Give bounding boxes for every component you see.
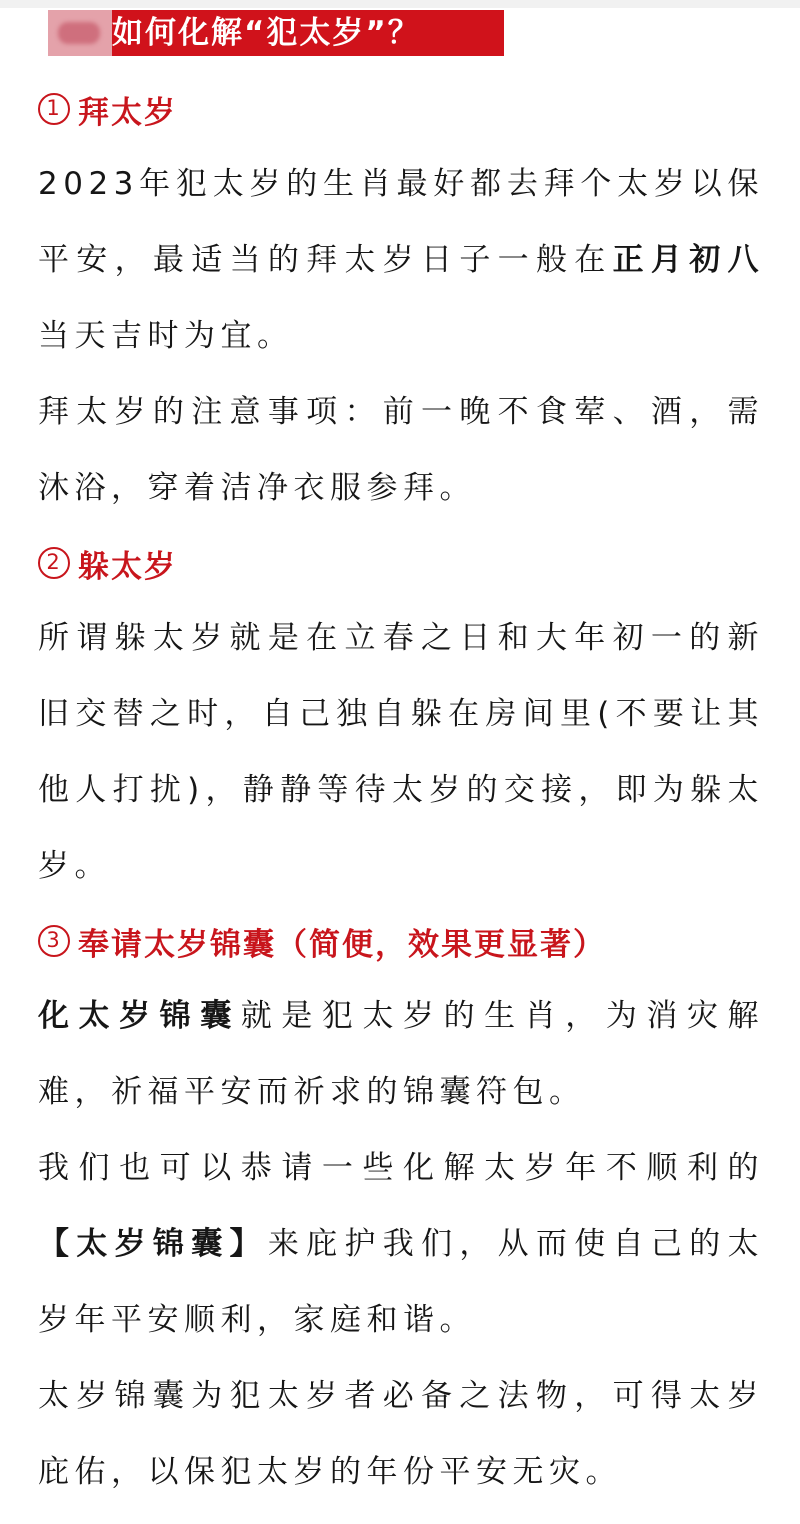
paragraph [38, 374, 764, 526]
paragraph-text: 拜太岁的注意事项：前一晚不食荤、酒，需沐浴，穿着洁净衣服参拜。 [38, 394, 764, 506]
section-heading-text: 奉请太岁锦囊（简便，效果更显著） [78, 926, 606, 963]
blurred-badge-icon [48, 10, 112, 56]
paragraph-text: 所谓躲太岁就是在立春之日和大年初一的新旧交替之时，自己独自躲在房间里(不要让其他人打扰)，静静等待太岁的交接，即为躲太岁。 [38, 620, 764, 884]
section-taisui-jinnang [38, 910, 764, 1510]
section-heading [38, 532, 764, 594]
paragraph-bold-text: 化太岁锦囊 [38, 998, 241, 1034]
paragraph-text: 来庇护我们，从而使自己的太岁年平安顺利，家庭和谐。 [38, 1226, 765, 1338]
section-heading-text: 拜太岁 [78, 94, 177, 131]
section-heading [38, 910, 764, 972]
article-body [38, 78, 764, 1510]
paragraph [38, 146, 764, 374]
section-heading-text: 躲太岁 [78, 548, 177, 585]
title-banner [48, 10, 504, 56]
paragraph [38, 978, 764, 1130]
banner-title: 如何化解“犯太岁”？ [112, 15, 421, 51]
circled-number-three-icon: 3 [38, 925, 70, 957]
bottom-edge [0, 1508, 800, 1524]
paragraph-text: 就是犯太岁的生肖，为消灾解难，祈福平安而祈求的锦囊符包。 [38, 998, 765, 1110]
paragraph [38, 1130, 764, 1358]
paragraph-bold-text: 正月初八 [612, 242, 765, 278]
section-bai-taisui [38, 78, 764, 526]
section-duo-taisui [38, 532, 764, 904]
section-heading [38, 78, 764, 140]
paragraph-text: 我们也可以恭请一些化解太岁年不顺利的 [38, 1150, 764, 1186]
paragraph-text: 2023年犯太岁的生肖最好都去拜个太岁以保平安，最适当的拜太岁日子一般在 [38, 166, 764, 278]
circled-number-two-icon: 2 [38, 547, 70, 579]
paragraph-text: 当天吉时为宜。 [38, 318, 294, 354]
paragraph [38, 600, 764, 904]
paragraph-text: 太岁锦囊为犯太岁者必备之法物，可得太岁庇佑，以保犯太岁的年份平安无灾。 [38, 1378, 764, 1490]
paragraph-bold-text: 【太岁锦囊】 [38, 1226, 268, 1262]
paragraph [38, 1358, 764, 1510]
top-strip [0, 0, 800, 8]
circled-number-one-icon: 1 [38, 93, 70, 125]
